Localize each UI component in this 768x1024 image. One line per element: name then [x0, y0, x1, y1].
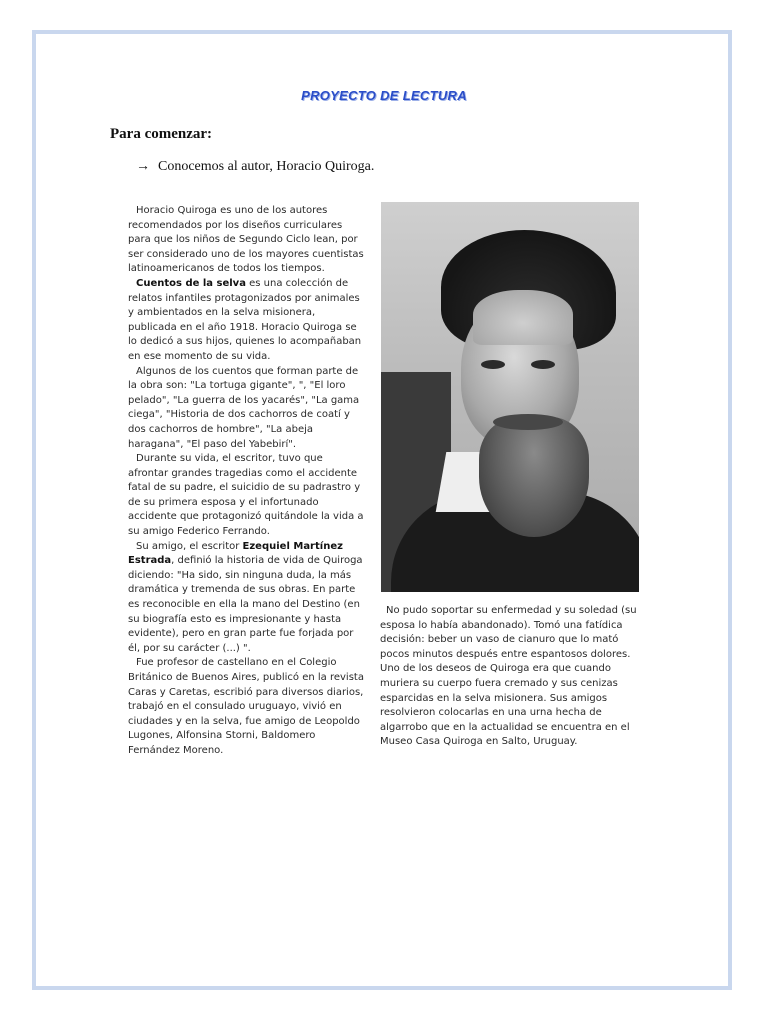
portrait-forehead	[473, 290, 573, 345]
book-title: Cuentos de la selva	[136, 277, 246, 289]
intro-text: Conocemos al autor, Horacio Quiroga.	[158, 159, 375, 174]
paragraph-career: Fue profesor de castellano en el Colegio Británico de Buenos Aires, publicó en la revista Caras y Caretas, escribió para diversos diarios, trabajó en el consulado uruguayo, vivió en ciudades y en la selva, fue amigo de Leopoldo Lugones, Alfonsina Storni, Baldomero Fernández Moreno.	[128, 657, 364, 756]
paragraph-cuentos-text: es una colección de relatos infantiles protagonizados por animales y ambientados en la selva misionera, publicada en el año 1918. Horacio Quiroga se lo dedicó a sus hijos, quienes lo acompañaban en ese momento de su vida.	[128, 277, 362, 362]
paragraph-stories: Algunos de los cuentos que forman parte de la obra son: "La tortuga gigante", ", "El loro pelado", "La guerra de los yacarés", "La gama ciega", "Historia de dos cachorros de coatí y dos cachorros de hombre", "La abeja haragana", "El paso del Yabebirí".	[128, 365, 360, 450]
portrait-mustache	[493, 414, 563, 430]
section-heading: Para comenzar:	[110, 126, 213, 142]
author-portrait	[381, 202, 639, 592]
closing-column	[380, 604, 640, 750]
portrait-left-eye	[481, 360, 505, 369]
paragraph-tragedies: Durante su vida, el escritor, tuvo que afrontar grandes tragedias como el accidente fatal de su padre, el suicidio de su padrastro y de su primera esposa y el infortunado accidente que protagonizó quitándole la vida a su amigo Federico Ferrando.	[128, 453, 364, 538]
paragraph-cuentos	[128, 277, 366, 365]
arrow-right-icon: →	[136, 159, 150, 174]
paragraph-quote	[128, 540, 366, 657]
intro-line	[136, 159, 374, 175]
portrait-beard	[479, 417, 589, 537]
document-title: PROYECTO DE LECTURA	[301, 88, 467, 103]
biography-column	[128, 204, 366, 759]
paragraph-quote-text: , definió la historia de vida de Quiroga diciendo: "Ha sido, sin ninguna duda, la más dramática y tremenda de sus obras. En parte es reconocible en ella la mano del Destino (en su biografía esto es impresionante y hasta evidente), pero en gran parte fue forjada por él, por su carácter (...) ".	[128, 555, 363, 654]
friend-name: Ezequiel Martínez Estrada	[128, 540, 343, 567]
portrait-right-eye	[531, 360, 555, 369]
paragraph-quote-pre: Su amigo, el escritor	[136, 540, 243, 552]
paragraph-death: No pudo soportar su enfermedad y su soledad (su esposa lo había abandonado). Tomó una fatídica decisión: beber un vaso de cianuro que lo mató pocos minutos después entre espantosos dolores. Uno de los deseos de Quiroga era que cuando muriera su cuerpo fuera cremado y sus cenizas esparcidas en la selva misionera. Sus amigos resolvieron colocarlas en una urna hecha de algarrobo que en la actualidad se encuentra en el Museo Casa Quiroga en Salto, Uruguay.	[380, 605, 637, 748]
paragraph-intro: Horacio Quiroga es uno de los autores recomendados por los diseños curriculares para que los niños de Segundo Ciclo lean, por ser considerado uno de los mayores cuentistas latinoamericanos de todos los tiempos.	[128, 205, 364, 275]
